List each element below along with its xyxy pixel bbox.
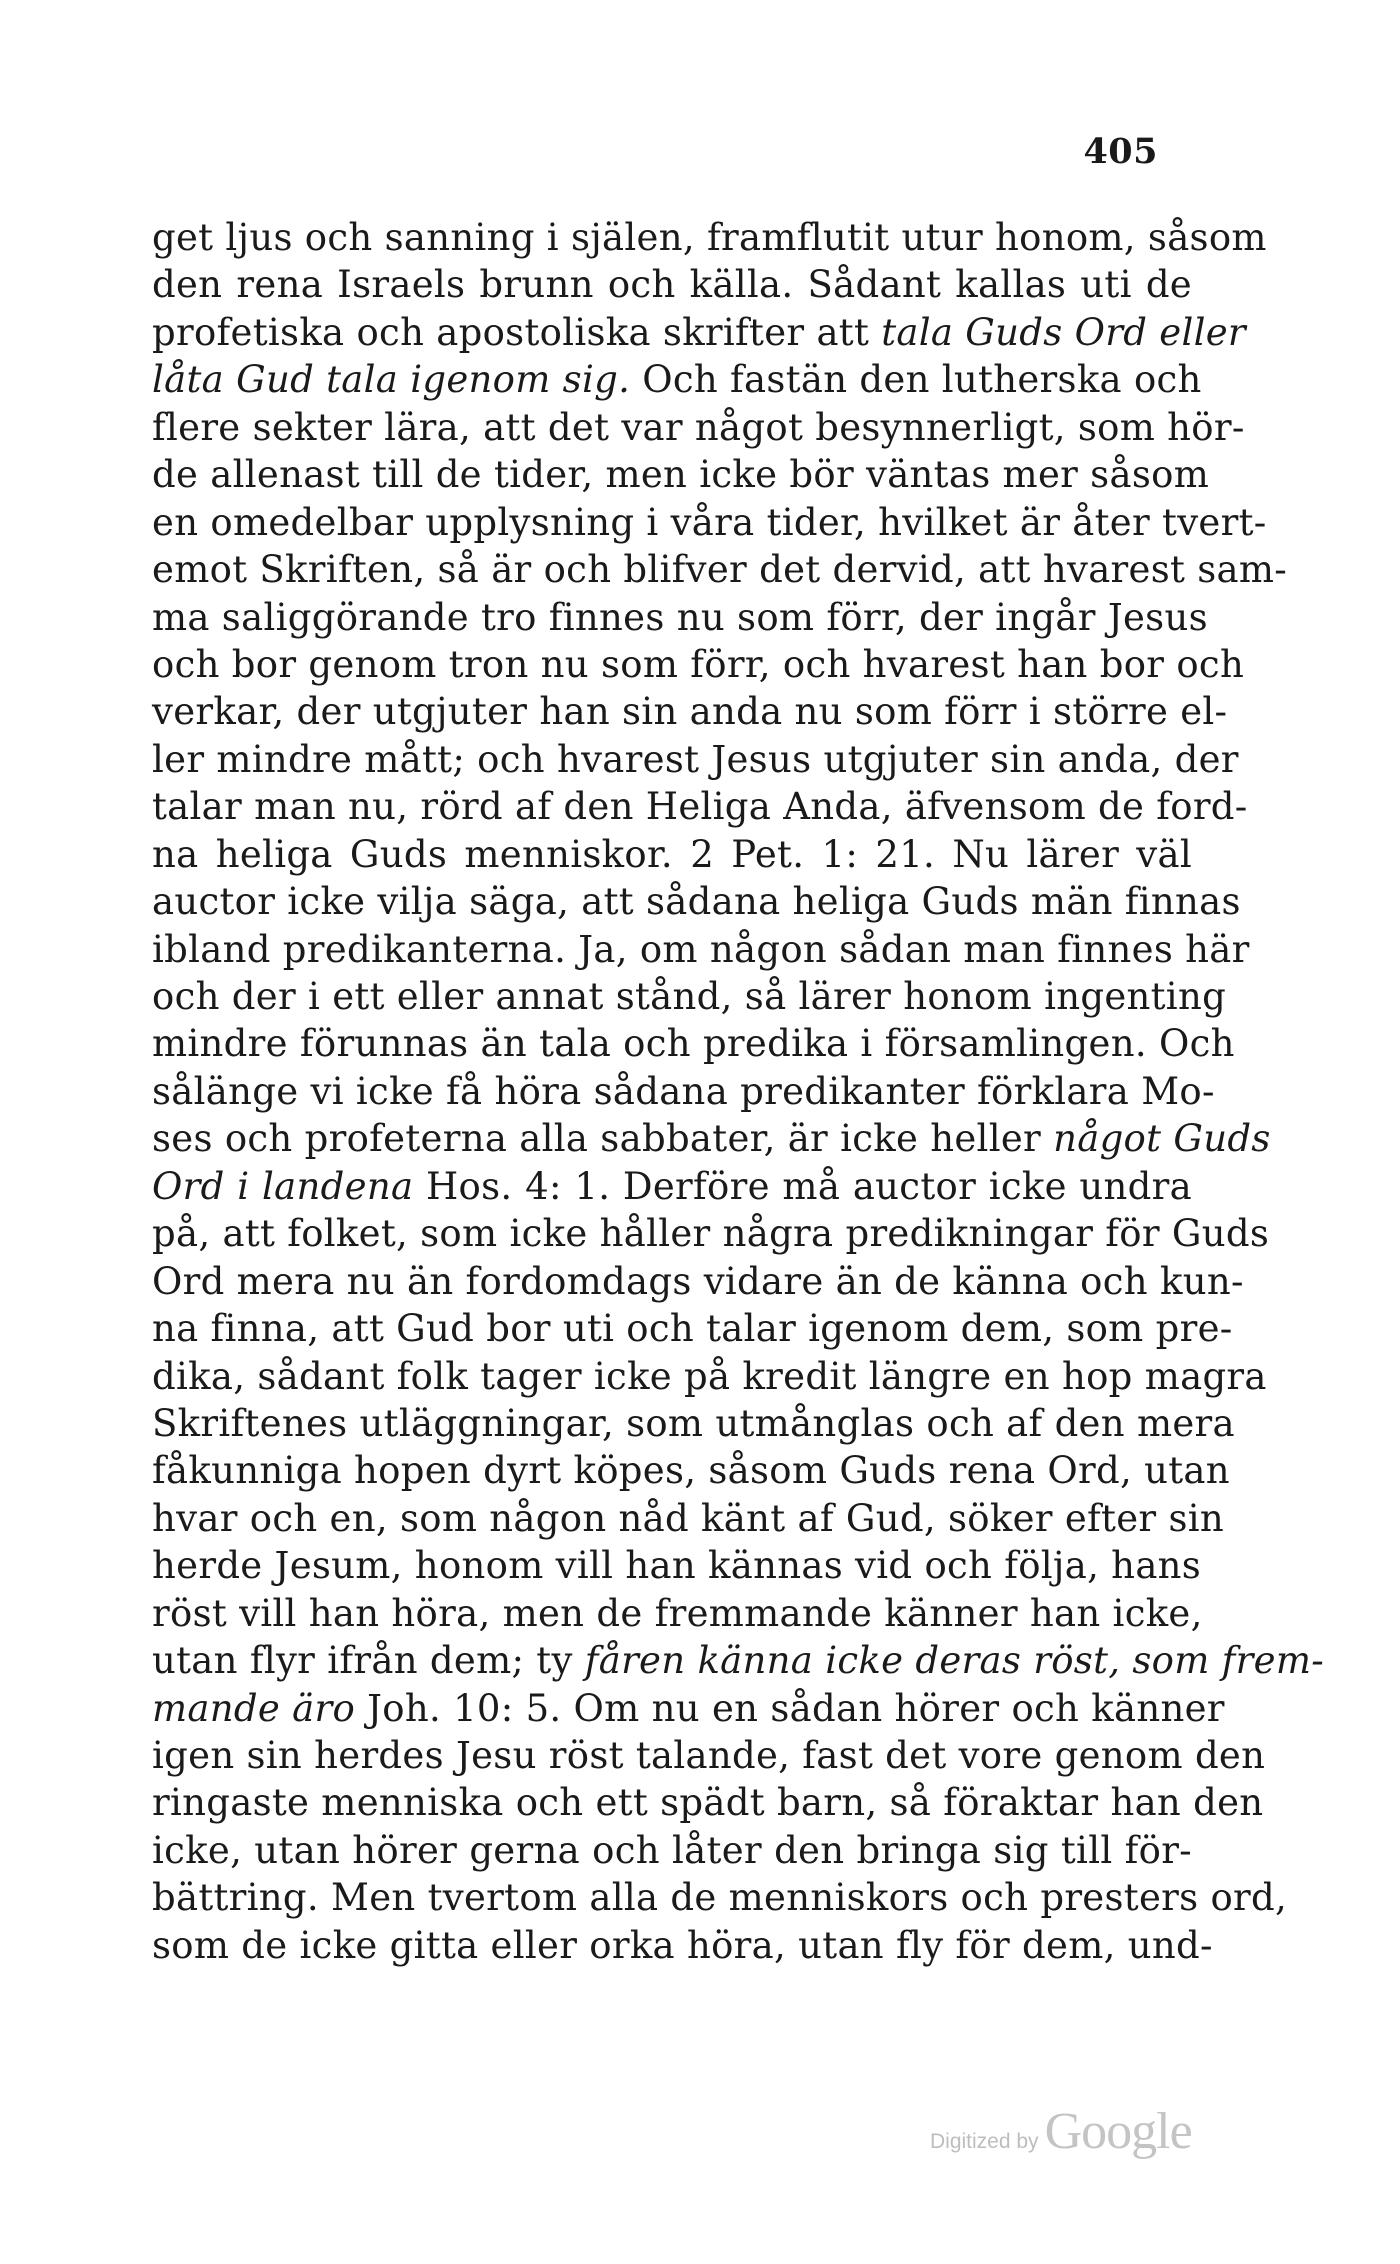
text-line xyxy=(152,356,1202,403)
text-segment: ma saliggörande tro finnes nu som förr, der ingår Jesus xyxy=(152,595,1208,639)
text-line xyxy=(152,1447,1230,1494)
text-segment: fåkunniga hopen dyrt köpes, såsom Guds rena Ord, utan xyxy=(152,1449,1230,1493)
text-line xyxy=(152,261,1192,308)
text-line xyxy=(152,736,1239,783)
text-segment: flere sekter lära, att det var något besynnerligt, som hör- xyxy=(152,405,1245,449)
text-segment: Och fastän den lutherska och xyxy=(630,358,1202,402)
text-segment: som de icke gitta eller orka höra, utan fly för dem, und- xyxy=(152,1923,1213,1967)
text-segment: ler mindre mått; och hvarest Jesus utgjuter sin anda, der xyxy=(152,737,1239,781)
digitized-by-google-watermark xyxy=(930,2102,1192,2162)
text-segment: hvar och en, som någon nåd känt af Gud, söker efter sin xyxy=(152,1496,1224,1540)
text-segment: en omedelbar upplysning i våra tider, hvilket är åter tvert- xyxy=(152,500,1267,544)
italic-text-segment: tala Guds Ord eller xyxy=(881,310,1246,354)
text-segment: Ord mera nu än fordomdags vidare än de känna och kun- xyxy=(152,1259,1244,1303)
text-segment: ibland predikanterna. Ja, om någon sådan man finnes här xyxy=(152,927,1250,971)
italic-text-segment: mande äro xyxy=(152,1686,356,1730)
italic-text-segment: något Guds xyxy=(1053,1117,1271,1161)
text-segment: emot Skriften, så är och blifver det dervid, att hvarest sam- xyxy=(152,548,1288,592)
text-segment: sålänge vi icke få höra sådana predikanter förklara Mo- xyxy=(152,1069,1215,1113)
text-segment: Joh. 10: 5. Om nu en sådan hörer och känner xyxy=(355,1686,1225,1730)
text-line xyxy=(152,688,1228,735)
text-segment: utan flyr ifrån dem; ty xyxy=(152,1639,585,1683)
text-line xyxy=(152,1068,1215,1115)
text-segment: Hos. 4: 1. Derföre må auctor icke undra xyxy=(413,1164,1193,1208)
text-line xyxy=(152,451,1210,498)
italic-text-segment: Ord i landena xyxy=(152,1164,414,1208)
text-segment: dika, sådant folk tager icke på kredit längre en hop magra xyxy=(152,1354,1267,1398)
text-line xyxy=(152,1732,1266,1779)
digitized-by-label: Digitized by xyxy=(930,2130,1039,2153)
text-line xyxy=(152,309,1246,356)
google-logo: Google xyxy=(1044,2103,1192,2160)
text-line xyxy=(152,926,1250,973)
text-line xyxy=(152,831,1192,878)
text-segment: ringaste menniska och ett spädt barn, så föraktar han den xyxy=(152,1781,1264,1825)
text-segment: ses och profeterna alla sabbater, är icke heller xyxy=(152,1117,1054,1161)
text-line xyxy=(152,1685,1225,1732)
text-segment: och der i ett eller annat stånd, så lärer honom ingenting xyxy=(152,975,1227,1018)
text-segment: på, att folket, som icke håller några predikningar för Guds xyxy=(152,1212,1270,1256)
text-line xyxy=(152,1590,1203,1637)
text-segment: de allenast till de tider, men icke bör väntas mer såsom xyxy=(152,453,1210,497)
text-segment: na finna, att Gud bor uti och talar igenom dem, som pre- xyxy=(152,1307,1233,1351)
text-line xyxy=(152,1020,1235,1067)
text-line xyxy=(152,878,1241,925)
text-segment: mindre förunnas än tala och predika i församlingen. Och xyxy=(152,1022,1235,1066)
text-line xyxy=(152,546,1288,593)
text-line xyxy=(152,1400,1235,1447)
text-line xyxy=(152,1542,1202,1589)
text-segment: den rena Israels brunn och källa. Sådant kallas uti de xyxy=(152,263,1192,307)
body-text xyxy=(152,214,1325,1969)
text-line xyxy=(152,1827,1192,1874)
text-segment: profetiska och apostoliska skrifter att xyxy=(152,310,882,354)
text-line xyxy=(152,499,1267,546)
text-line xyxy=(152,1163,1192,1210)
page-number: 405 xyxy=(1083,131,1158,172)
text-segment: icke, utan hörer gerna och låter den bringa sig till för- xyxy=(152,1828,1192,1872)
text-line xyxy=(152,214,1267,261)
text-line xyxy=(152,1874,1288,1921)
text-segment: igen sin herdes Jesu röst talande, fast det vore genom den xyxy=(152,1734,1266,1777)
text-line xyxy=(152,1210,1270,1257)
text-segment: röst vill han höra, men de fremmande känner han icke, xyxy=(152,1591,1203,1635)
text-segment: auctor icke vilja säga, att sådana heliga Guds män finnas xyxy=(152,880,1241,924)
text-line xyxy=(152,783,1248,830)
text-line xyxy=(152,1258,1244,1305)
text-segment: herde Jesum, honom vill han kännas vid och följa, hans xyxy=(152,1544,1202,1588)
text-segment: na heliga Guds menniskor. 2 Pet. 1: 21. Nu lärer väl xyxy=(152,832,1192,876)
text-line xyxy=(152,1637,1325,1684)
text-segment: verkar, der utgjuter han sin anda nu som förr i större el- xyxy=(152,690,1228,734)
text-line xyxy=(152,594,1208,641)
text-segment: Skriftenes utläggningar, som utmånglas och af den mera xyxy=(152,1401,1235,1445)
text-segment: och bor genom tron nu som förr, och hvarest han bor och xyxy=(152,642,1245,686)
text-segment: bättring. Men tvertom alla de menniskors och presters ord, xyxy=(152,1876,1288,1920)
italic-text-segment: låta Gud tala igenom sig. xyxy=(152,358,631,402)
text-line xyxy=(152,1115,1271,1162)
text-line xyxy=(152,404,1245,451)
text-line xyxy=(152,641,1245,688)
text-segment: get ljus och sanning i själen, framflutit utur honom, såsom xyxy=(152,216,1267,259)
text-line xyxy=(152,1353,1267,1400)
text-line xyxy=(152,1779,1264,1826)
text-line xyxy=(152,1495,1224,1542)
text-line xyxy=(152,973,1227,1020)
text-line xyxy=(152,1922,1213,1969)
italic-text-segment: fåren känna icke deras röst, som frem- xyxy=(584,1639,1325,1683)
text-line xyxy=(152,1305,1233,1352)
text-segment: talar man nu, rörd af den Heliga Anda, äfvensom de ford- xyxy=(152,785,1248,829)
